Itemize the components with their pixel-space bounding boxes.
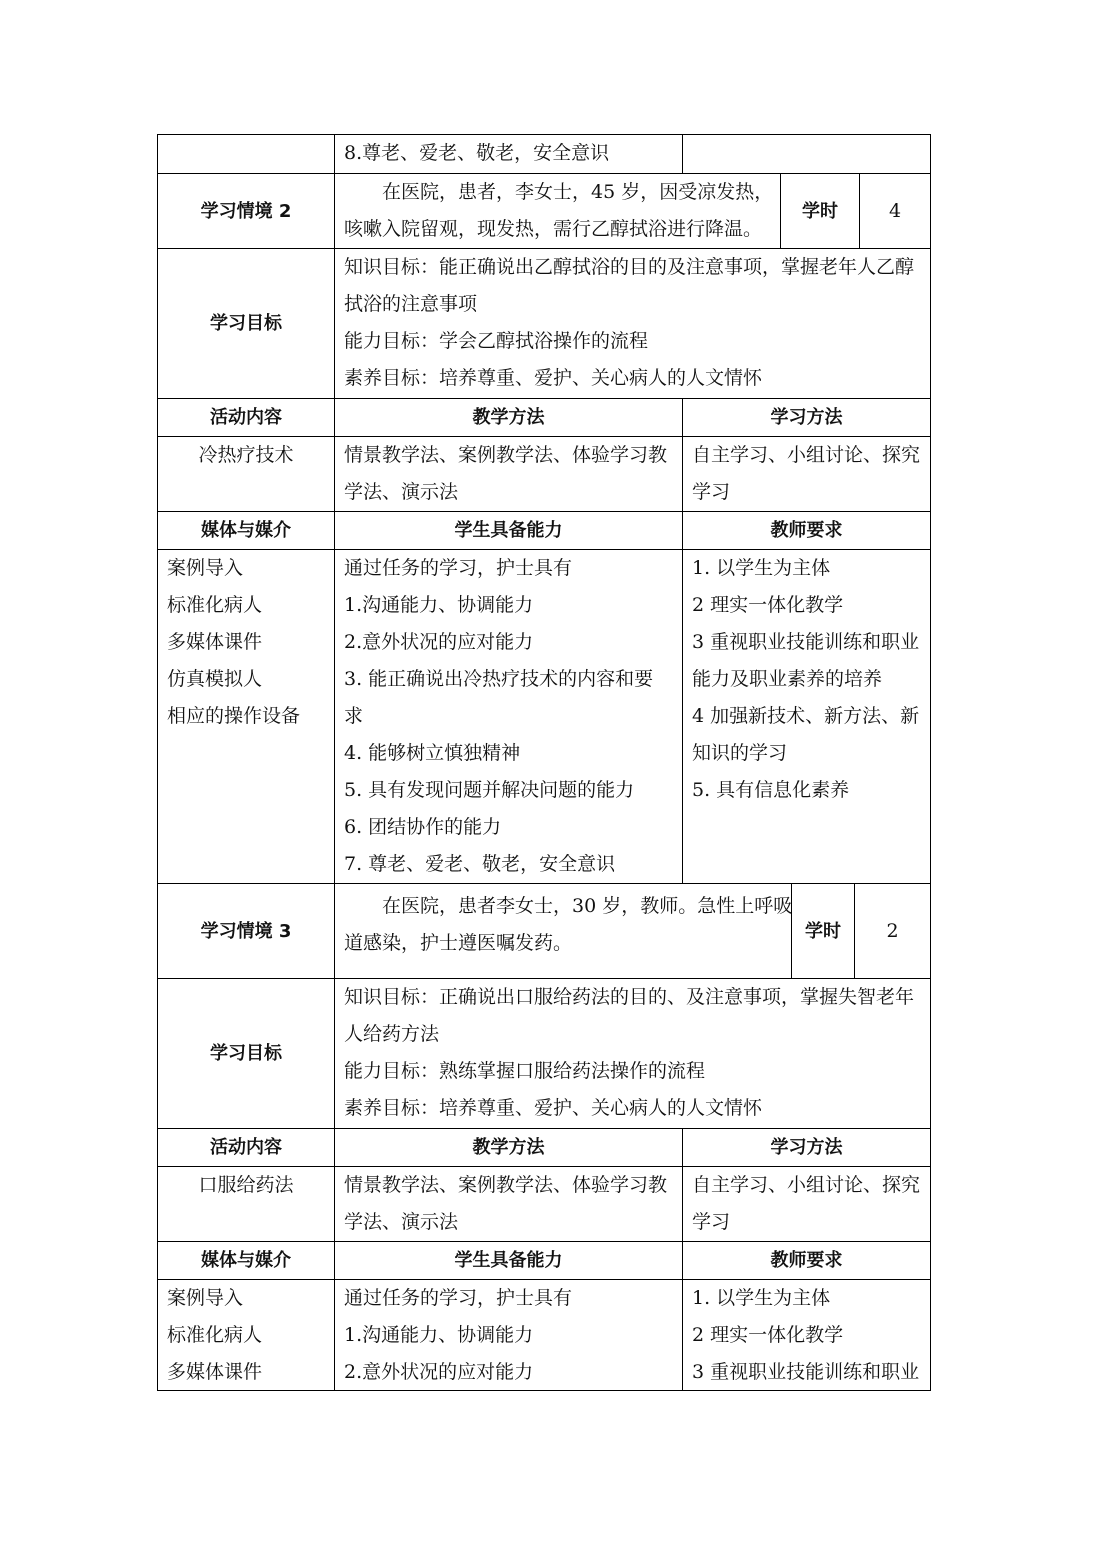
goals-content	[334, 979, 930, 1128]
header-activity: 活动内容	[210, 1137, 282, 1158]
situation-text: 在医院，患者李女士，30 岁，教师。急性上呼吸	[382, 895, 793, 917]
course-table	[157, 134, 931, 1391]
header-teacher-req: 教师要求	[682, 512, 930, 549]
list-item: 4. 能够树立慎独精神	[344, 742, 521, 764]
header-teach-method: 教学方法	[334, 1129, 682, 1166]
ability-text: 8.尊老、爱老、敬老，安全意识	[344, 142, 610, 164]
empty-cell	[158, 135, 334, 173]
goals-label: 学习目标	[210, 1043, 282, 1064]
goal-line: 素养目标：培养尊重、爱护、关心病人的人文情怀	[344, 367, 763, 389]
goal-line: 知识目标：能正确说出乙醇拭浴的目的及注意事项，掌握老年人乙醇	[344, 256, 915, 278]
goals-row	[158, 248, 930, 398]
list-item: 案例导入	[167, 557, 244, 579]
list-item: 能力及职业素养的培养	[692, 668, 883, 690]
header-teacher-req: 教师要求	[682, 1242, 930, 1279]
table-row	[158, 135, 930, 173]
list-item: 知识的学习	[692, 742, 788, 764]
list-item: 3 重视职业技能训练和职业	[692, 1361, 920, 1383]
list-item: 求	[344, 705, 364, 727]
list-item: 1.沟通能力、协调能力	[344, 1324, 534, 1346]
learn-method-content	[682, 437, 930, 511]
header-activity: 活动内容	[210, 407, 282, 428]
list-item: 2.意外状况的应对能力	[344, 631, 534, 653]
list-item: 6. 团结协作的能力	[344, 816, 502, 838]
teach-line: 情景教学法、案例教学法、体验学习教	[344, 444, 668, 466]
ability-list	[334, 1280, 682, 1390]
goal-line: 拭浴的注意事项	[344, 293, 478, 315]
goals-label: 学习目标	[210, 313, 282, 334]
list-item: 7. 尊老、爱老、敬老，安全意识	[344, 853, 616, 875]
list-item: 标准化病人	[167, 594, 263, 616]
header-media: 媒体与媒介	[201, 520, 291, 541]
goals-row	[158, 978, 930, 1128]
header-ability: 学生具备能力	[334, 1242, 682, 1279]
list-item: 2 理实一体化教学	[692, 1324, 844, 1346]
header-row	[158, 511, 930, 549]
media-list	[158, 550, 334, 883]
header-learn-method: 学习方法	[682, 399, 930, 436]
goal-line: 素养目标：培养尊重、爱护、关心病人的人文情怀	[344, 1097, 763, 1119]
header-teach-method: 教学方法	[334, 399, 682, 436]
situation-label: 学习情境 3	[200, 920, 292, 942]
table-row	[158, 549, 930, 883]
list-item: 多媒体课件	[167, 631, 263, 653]
situation-row	[158, 883, 930, 978]
hours-value: 2	[854, 884, 930, 978]
list-item: 通过任务的学习，护士具有	[344, 557, 573, 579]
learn-line: 学习	[692, 1211, 731, 1233]
activity-content: 口服给药法	[198, 1174, 294, 1196]
list-item: 5. 具有发现问题并解决问题的能力	[344, 779, 635, 801]
list-item: 标准化病人	[167, 1324, 263, 1346]
goal-line: 能力目标：熟练掌握口服给药法操作的流程	[344, 1060, 706, 1082]
situation-label: 学习情境 2	[200, 200, 292, 222]
situation-text: 咳嗽入院留观，现发热，需行乙醇拭浴进行降温。	[344, 218, 763, 240]
list-item: 1. 以学生为主体	[692, 1287, 831, 1309]
learn-line: 学习	[692, 481, 731, 503]
teacher-req-list	[682, 550, 930, 883]
header-row	[158, 398, 930, 436]
hours-value: 4	[859, 174, 930, 248]
empty-cell	[682, 135, 930, 173]
ability-list	[334, 550, 682, 883]
goal-line: 人给药方法	[344, 1023, 440, 1045]
table-row	[158, 436, 930, 511]
situation-text: 在医院，患者，李女士，45 岁，因受凉发热，	[382, 181, 774, 203]
teacher-req-list	[682, 1280, 930, 1390]
situation-text: 道感染，护士遵医嘱发药。	[344, 932, 573, 954]
situation-description	[334, 174, 780, 248]
table-row	[158, 1279, 930, 1390]
list-item: 案例导入	[167, 1287, 244, 1309]
list-item: 2 理实一体化教学	[692, 594, 844, 616]
goals-content	[334, 249, 930, 398]
list-item: 1.沟通能力、协调能力	[344, 594, 534, 616]
list-item: 仿真模拟人	[167, 668, 263, 690]
list-item: 5. 具有信息化素养	[692, 779, 850, 801]
teach-line: 学法、演示法	[344, 1211, 459, 1233]
teach-method-content	[334, 437, 682, 511]
list-item: 2.意外状况的应对能力	[344, 1361, 534, 1383]
list-item: 4 加强新技术、新方法、新	[692, 705, 920, 727]
situation-row	[158, 173, 930, 248]
header-row	[158, 1128, 930, 1166]
activity-content: 冷热疗技术	[198, 444, 294, 466]
header-learn-method: 学习方法	[682, 1129, 930, 1166]
header-media: 媒体与媒介	[201, 1250, 291, 1271]
list-item: 相应的操作设备	[167, 705, 301, 727]
hours-label: 学时	[780, 174, 859, 248]
learn-method-content	[682, 1167, 930, 1241]
list-item: 3. 能正确说出冷热疗技术的内容和要	[344, 668, 654, 690]
header-ability: 学生具备能力	[334, 512, 682, 549]
list-item: 3 重视职业技能训练和职业	[692, 631, 920, 653]
teach-line: 情景教学法、案例教学法、体验学习教	[344, 1174, 668, 1196]
ability-item-8	[334, 135, 682, 173]
teach-method-content	[334, 1167, 682, 1241]
table-row	[158, 1166, 930, 1241]
media-list	[158, 1280, 334, 1390]
goal-line: 能力目标：学会乙醇拭浴操作的流程	[344, 330, 649, 352]
list-item: 1. 以学生为主体	[692, 557, 831, 579]
header-row	[158, 1241, 930, 1279]
list-item: 多媒体课件	[167, 1361, 263, 1383]
list-item: 通过任务的学习，护士具有	[344, 1287, 573, 1309]
hours-label: 学时	[791, 884, 854, 978]
goal-line: 知识目标：正确说出口服给药法的目的、及注意事项，掌握失智老年	[344, 986, 915, 1008]
learn-line: 自主学习、小组讨论、探究	[692, 1174, 921, 1196]
learn-line: 自主学习、小组讨论、探究	[692, 444, 921, 466]
teach-line: 学法、演示法	[344, 481, 459, 503]
situation-description	[334, 884, 791, 978]
